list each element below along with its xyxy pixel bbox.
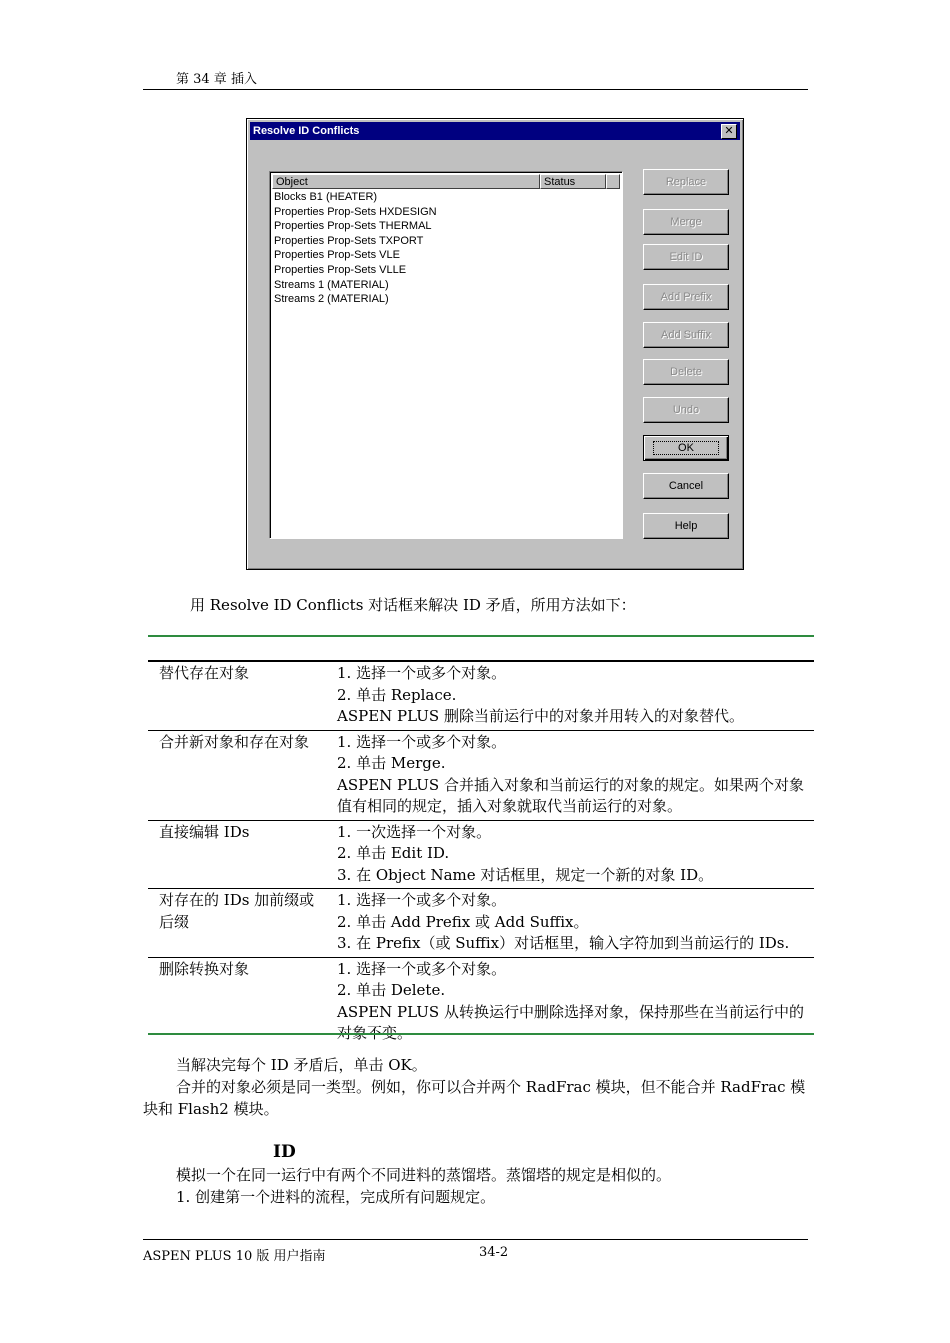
paragraph: 合并的对象必须是同一类型。例如，你可以合并两个 RadFrac 模块，但不能合并 RadFrac 模块和 Flash2 模块。 — [143, 1078, 806, 1118]
list-item[interactable]: Properties Prop-Sets TXPORT — [274, 234, 424, 247]
method-steps — [335, 889, 814, 958]
method-steps — [335, 820, 814, 889]
conflict-list[interactable] — [269, 171, 623, 539]
intro-text: 用 Resolve ID Conflicts 对话框来解决 ID 矛盾，所用方法如下： — [190, 596, 636, 614]
method-name: 替代存在对象 — [148, 661, 335, 730]
step: 1. 选择一个或多个对象。 — [337, 664, 507, 682]
column-header-status[interactable]: Status — [540, 174, 606, 189]
step: 1. 一次选择一个对象。 — [337, 822, 492, 841]
edit-id-button[interactable]: Edit ID — [643, 244, 729, 270]
step: 2. 单击 Replace. — [337, 685, 457, 704]
step: 2. 单击 Add Prefix 或 Add Suffix。 — [337, 912, 589, 931]
step: 3. 在 Prefix（或 Suffix）对话框里，输入字符加到当前运行的 IDs. — [337, 934, 790, 952]
list-item[interactable]: Properties Prop-Sets HXDESIGN — [274, 205, 437, 218]
method-name: 对存在的 IDs 加前缀或后缀 — [148, 889, 335, 958]
chapter-header: 第 34 章 插入 — [176, 72, 257, 87]
list-item[interactable]: Properties Prop-Sets VLLE — [274, 263, 407, 276]
dialog-title: Resolve ID Conflicts — [253, 125, 360, 137]
method-steps — [335, 661, 814, 730]
column-header-filler — [606, 174, 620, 189]
close-icon[interactable]: ✕ — [721, 124, 737, 139]
ok-button[interactable] — [643, 435, 729, 461]
add-suffix-button[interactable]: Add Suffix — [643, 322, 729, 348]
table-bottom-rule — [148, 1033, 814, 1035]
table-row — [148, 661, 814, 730]
list-item[interactable]: Streams 2 (MATERIAL) — [274, 293, 389, 306]
step: 1. 选择一个或多个对象。 — [337, 732, 507, 751]
method-name: 直接编辑 IDs — [148, 820, 335, 889]
method-name: 删除转换对象 — [148, 957, 335, 1047]
add-prefix-button[interactable]: Add Prefix — [643, 284, 729, 310]
undo-button[interactable]: Undo — [643, 397, 729, 423]
footer-title: ASPEN PLUS 10 版 用户指南 — [143, 1249, 326, 1264]
method-steps — [335, 730, 814, 820]
delete-button[interactable]: Delete — [643, 359, 729, 385]
list-item[interactable]: Streams 1 (MATERIAL) — [274, 278, 389, 291]
paragraph: 模拟一个在同一运行中有两个不同进料的蒸馏塔。蒸馏塔的规定是相似的。 — [176, 1166, 672, 1184]
step: 2. 单击 Delete. — [337, 981, 446, 999]
paragraph: 1. 创建第一个进料的流程，完成所有问题规定。 — [176, 1188, 496, 1206]
footer-rule — [143, 1239, 808, 1240]
list-items — [274, 190, 437, 307]
replace-button[interactable]: Replace — [643, 169, 729, 195]
section-heading: ID — [273, 1142, 296, 1162]
paragraph: 当解决完每个 ID 矛盾后，单击 OK。 — [176, 1056, 427, 1074]
step: 3. 在 Object Name 对话框里，规定一个新的对象 ID。 — [337, 865, 714, 884]
list-item[interactable]: Properties Prop-Sets VLE — [274, 249, 400, 262]
table-top-rule — [148, 635, 814, 637]
list-item[interactable]: Blocks B1 (HEATER) — [274, 191, 378, 203]
cancel-button[interactable]: Cancel — [643, 473, 729, 499]
step: 1. 选择一个或多个对象。 — [337, 891, 507, 909]
list-item[interactable]: Properties Prop-Sets THERMAL — [274, 220, 432, 233]
dialog-titlebar — [250, 122, 740, 140]
help-button[interactable]: Help — [643, 513, 729, 539]
merge-button[interactable]: Merge — [643, 209, 729, 235]
table-row — [148, 820, 814, 889]
resolve-id-conflicts-dialog — [246, 118, 744, 570]
step: ASPEN PLUS 合并插入对象和当前运行的对象的规定。如果两个对象值有相同的规定，插入对象就取代当前运行的对象。 — [337, 775, 804, 815]
step: 1. 选择一个或多个对象。 — [337, 959, 507, 978]
ok-button-label: OK — [653, 441, 719, 455]
column-header-object[interactable]: Object — [272, 174, 540, 189]
step: ASPEN PLUS 删除当前运行中的对象并用转入的对象替代。 — [337, 707, 744, 725]
step: 2. 单击 Edit ID. — [337, 844, 450, 862]
table-row — [148, 889, 814, 958]
table-row — [148, 730, 814, 820]
header-rule — [143, 89, 808, 90]
page-number: 34-2 — [479, 1245, 509, 1260]
step: ASPEN PLUS 从转换运行中删除选择对象，保持那些在当前运行中的对象不变。 — [337, 1002, 804, 1042]
methods-table — [148, 660, 814, 1047]
method-name: 合并新对象和存在对象 — [148, 730, 335, 820]
step: 2. 单击 Merge. — [337, 754, 446, 772]
